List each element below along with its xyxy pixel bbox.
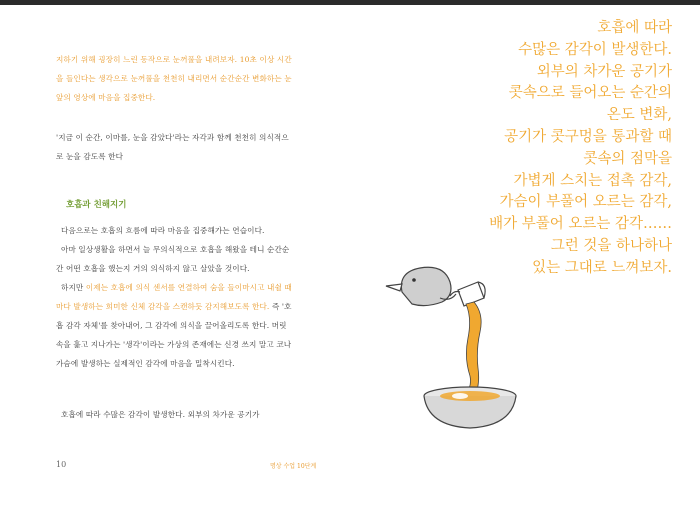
pouring-stream — [466, 302, 481, 394]
bowl-icon — [424, 387, 516, 428]
poem-line-9: 가슴이 부풀어 오르는 감각, — [499, 194, 672, 211]
bird-pouring-illustration — [380, 258, 570, 438]
section-heading: 호흡과 친해지기 — [66, 200, 127, 210]
paragraph-5: 하지만 이제는 호흡에 의식 센서를 연결하여 숨을 들이마시고 내쉴 때마다 발생하는 희미한 신체 감각을 스캔하듯 감지해보도록 한다. 즉 '호흡 감각 자체'를 찾아내어, 그 감각에 의식을 끌어올리도록 한다. 머릿속을 훑고 지나가는 '생각'이라는 가상의 존재에는 신경 쓰지 말고 코나 가슴에 발생하는 실제적인 감각에 마음을 밀착시킨다. — [56, 283, 292, 368]
poem-line-4: 콧속으로 들어오는 순간의 — [508, 85, 672, 102]
poem-line-10: 배가 부풀어 오르는 감각…… — [489, 216, 672, 233]
poem-line-11: 그런 것을 하나하나 — [550, 237, 672, 254]
section-body — [56, 221, 292, 373]
paragraph-3: 다음으로는 호흡의 흐름에 따라 마음을 집중해가는 연습이다. — [61, 226, 265, 235]
page-number: 10 — [56, 460, 67, 469]
poem-line-12: 있는 그대로 느껴보자. — [532, 259, 672, 276]
poem — [352, 18, 672, 280]
paragraph-4: 아마 일상생활을 하면서 늘 무의식적으로 호흡을 해왔을 테니 순간순간 어떤 호흡을 했는지 거의 의식하지 않고 살았을 것이다. — [56, 245, 290, 273]
poem-line-6: 공기가 콧구멍을 통과할 때 — [504, 128, 672, 145]
highlighted-text: 이제는 호흡에 의식 센서를 연결하여 숨을 들이마시고 내쉴 때마다 발생하는 희미한 신체 감각을 스캔하듯 감지해보도록 한다. — [56, 283, 292, 311]
paragraph-last: 호흡에 따라 수많은 감각이 발생한다. 외부의 차가운 공기가 — [61, 410, 260, 419]
paragraph-2: '지금 이 순간, 이마를, 눈을 감았다'라는 자각과 함께 천천히 의식적으로 눈을 감도록 한다 — [56, 133, 289, 161]
bird-icon — [386, 267, 456, 305]
poem-line-7: 콧속의 점막을 — [583, 150, 672, 167]
paragraph-1: 지하기 위해 굉장히 느린 동작으로 눈꺼풀을 내려보자. 10초 이상 시간을 들인다는 생각으로 눈꺼풀을 천천히 내리면서 순간순간 변화하는 눈앞의 영상에 마음을 집중한다. — [56, 55, 292, 102]
poem-line-1: 호흡에 따라 — [597, 20, 672, 36]
poem-line-2: 수많은 감각이 발생한다. — [518, 41, 672, 58]
poem-line-8: 가볍게 스치는 접촉 감각, — [513, 172, 672, 189]
right-page — [350, 0, 700, 512]
poem-line-5: 온도 변화, — [606, 107, 672, 124]
poem-line-3: 외부의 차가운 공기가 — [536, 63, 672, 80]
running-title: 명상 수업 10단계 — [270, 463, 317, 470]
